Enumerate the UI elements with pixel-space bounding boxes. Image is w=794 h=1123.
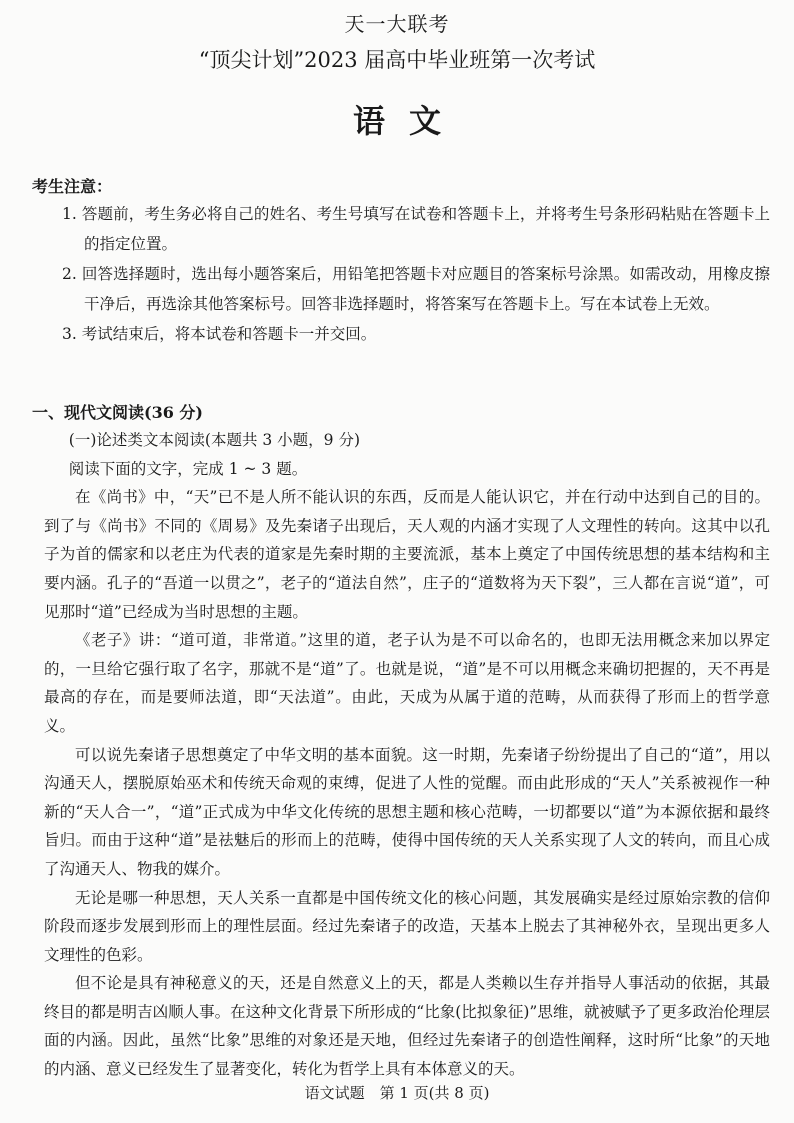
section-title: 一、现代文阅读(36 分)	[32, 403, 203, 422]
notice-item-3: 3. 考试结束后，将本试卷和答题卡一并交回。	[62, 325, 377, 343]
paragraph-4: 无论是哪一种思想，天人关系一直都是中国传统文化的核心问题，其发展确实是经过原始宗教的信仰阶段而逐步发展到形而上的理性层面。经过先秦诸子的改造，天基本上脱去了其神秘外衣，呈现出更多人文理性的色彩。	[44, 888, 770, 964]
page-footer: 语文试题 第 1 页(共 8 页)	[304, 1084, 490, 1102]
notice-item-2: 2. 回答选择题时，选出每小题答案后，用铅笔把答题卡对应题目的答案标号涂黑。如需改动，用橡皮擦干净后，再选涂其他答案标号。回答非选择题时，将答案写在答题卡上。写在本试卷上无效。	[62, 265, 770, 313]
reading-passage	[44, 426, 770, 1084]
exam-title: “顶尖计划”2023 届高中毕业班第一次考试	[198, 48, 596, 72]
exam-organizer: 天一大联考	[344, 12, 450, 36]
subject-title: 语文	[352, 102, 465, 140]
paragraph-2: 《老子》讲：“道可道，非常道。”这里的道，老子认为是不可以命名的，也即无法用概念来加以界定的，一旦给它强行取了名字，那就不是“道”了。也就是说，“道”是不可以用概念来确切把握的，天不再是最高的存在，而是要师法道，即“天法道”。由此，天成为从属于道的范畴，从而获得了形而上的哲学意义。	[44, 631, 770, 735]
instruction: 阅读下面的文字，完成 1 ~ 3 题。	[68, 459, 308, 478]
notice-title: 考生注意：	[32, 177, 113, 196]
paragraph-1: 在《尚书》中，“天”已不是人所不能认识的东西，反而是人能认识它，并在行动中达到自己的目的。到了与《尚书》不同的《周易》及先秦诸子出现后，天人观的内涵才实现了人文理性的转向。这其中以孔子为首的儒家和以老庄为代表的道家是先秦时期的主要流派，基本上奠定了中国传统思想的基本结构和主要内涵。孔子的“吾道一以贯之”，老子的“道法自然”，庄子的“道数将为天下裂”，三人都在言说“道”，可见那时“道”已经成为当时思想的主题。	[44, 488, 770, 621]
paragraph-5: 但不论是具有神秘意义的天，还是自然意义上的天，都是人类赖以生存并指导人事活动的依据，其最终目的都是明吉凶顺人事。在这种文化背景下所形成的“比象(比拟象征)”思维，就被赋予了更多政治伦理层面的内涵。因此，虽然“比象”思维的对象还是天地，但经过先秦诸子的创造性阐释，这时所“比象”的天地的内涵、意义已经发生了显著变化，转化为哲学上具有本体意义的天。	[44, 974, 770, 1079]
paragraph-3: 可以说先秦诸子思想奠定了中华文明的基本面貌。这一时期，先秦诸子纷纷提出了自己的“道”，用以沟通天人，摆脱原始巫术和传统天命观的束缚，促进了人性的觉醒。而由此形成的“天人”关系被视作一种新的“天人合一”，“道”正式成为中华文化传统的思想主题和核心范畴，一切都要以“道”为本源依据和最终旨归。而由于这种“道”是祛魅后的形而上的范畴，使得中国传统的天人关系实现了人文的转向，而且心成了沟通天人、物我的媒介。	[44, 745, 770, 878]
notice-item-1: 1. 答题前，考生务必将自己的姓名、考生号填写在试卷和答题卡上，并将考生号条形码粘贴在答题卡上的指定位置。	[62, 205, 770, 253]
subsection-title: (一)论述类文本阅读(本题共 3 小题，9 分)	[68, 431, 360, 449]
notice-list	[62, 200, 770, 351]
